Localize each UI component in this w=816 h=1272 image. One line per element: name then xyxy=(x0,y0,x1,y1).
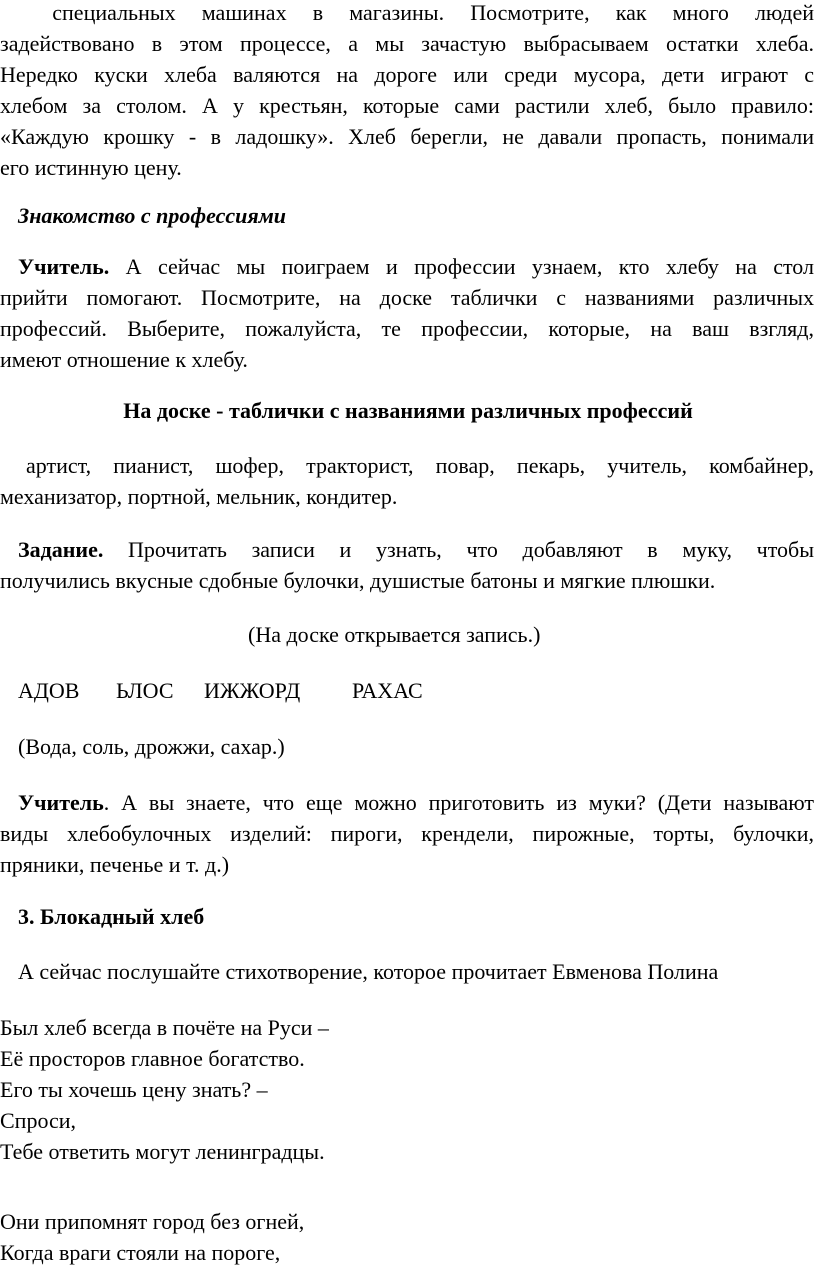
poem-line-3: Его ты хочешь цену знать? – xyxy=(0,1077,268,1102)
poem-line-7: Когда враги стояли на пороге, xyxy=(0,1240,281,1265)
intro-line-6: его истинную цену. xyxy=(0,155,182,180)
poem-line-2: Её просторов главное богатство. xyxy=(0,1046,305,1071)
teacher2-line-2: виды хлебобулочных изделий: пироги, крендели, пирожные, торты, булочки, xyxy=(0,821,814,846)
answer-line: (Вода, соль, дрожжи, сахар.) xyxy=(18,734,285,759)
anagram-2: ЬЛОС xyxy=(116,678,174,703)
intro-line-2: задействовано в этом процессе, а мы зачастую выбрасываем остатки хлеба. xyxy=(0,31,814,56)
task-line-1 xyxy=(18,539,814,561)
board-note: (На доске открывается запись.) xyxy=(248,622,541,647)
teacher1-line-2: прийти помогают. Посмотрите, на доске таблички с названиями различных xyxy=(0,285,814,310)
intro-line-3: Нередко куски хлеба валяются на дороге или среди мусора, дети играют с xyxy=(0,62,814,87)
professions-line-2: механизатор, портной, мельник, кондитер. xyxy=(0,484,398,509)
poem-line-1: Был хлеб всегда в почёте на Руси – xyxy=(0,1015,329,1040)
task-line-1-text: Прочитать записи и узнать, что добавляют в муку, чтобы xyxy=(128,537,815,562)
intro-line-1: специальных машинах в магазины. Посмотрите, как много людей xyxy=(0,0,814,25)
teacher1-line-1-text: А сейчас мы поиграем и профессии узнаем, кто хлебу на стол xyxy=(125,254,814,279)
task-label: Задание. xyxy=(18,537,104,562)
anagram-1: АДОВ xyxy=(18,678,80,703)
intro-line-5: «Каждую крошку - в ладошку». Хлеб берегли, не давали пропасть, понимали xyxy=(0,124,814,149)
task-line-2: получились вкусные сдобные булочки, душистые батоны и мягкие плюшки. xyxy=(0,568,716,593)
anagram-3: ИЖЖОРД xyxy=(204,678,301,703)
teacher2-line-1 xyxy=(18,792,814,814)
poem-line-6: Они припомнят город без огней, xyxy=(0,1209,305,1234)
teacher1-line-1 xyxy=(18,256,814,278)
anagram-4: РАХАС xyxy=(352,678,423,703)
poem-line-4: Спроси, xyxy=(0,1108,77,1133)
board-heading: На доске - таблички с названиями различных профессий xyxy=(123,398,693,423)
teacher2-line-3: пряники, печенье и т. д.) xyxy=(0,852,230,877)
teacher2-speaker: Учитель xyxy=(18,790,104,815)
teacher1-line-4: имеют отношение к хлебу. xyxy=(0,347,248,372)
poem-line-5: Тебе ответить могут ленинградцы. xyxy=(0,1139,325,1164)
teacher1-speaker: Учитель. xyxy=(18,254,110,279)
teacher1-line-3: профессий. Выберите, пожалуйста, те профессии, которые, на ваш взгляд, xyxy=(0,316,814,341)
professions-line-1: артист, пианист, шофер, тракторист, повар, пекарь, учитель, комбайнер, xyxy=(26,453,814,478)
section-heading-3: 3. Блокадный хлеб xyxy=(18,904,205,929)
intro-line-4: хлебом за столом. А у крестьян, которые сами растили хлеб, было правило: xyxy=(0,93,814,118)
section-heading-professions: Знакомство с профессиями xyxy=(18,203,286,228)
teacher2-line-1-text: . А вы знаете, что еще можно приготовить из муки? (Дети называют xyxy=(103,790,814,815)
poem-intro: А сейчас послушайте стихотворение, которое прочитает Евменова Полина xyxy=(18,959,719,984)
